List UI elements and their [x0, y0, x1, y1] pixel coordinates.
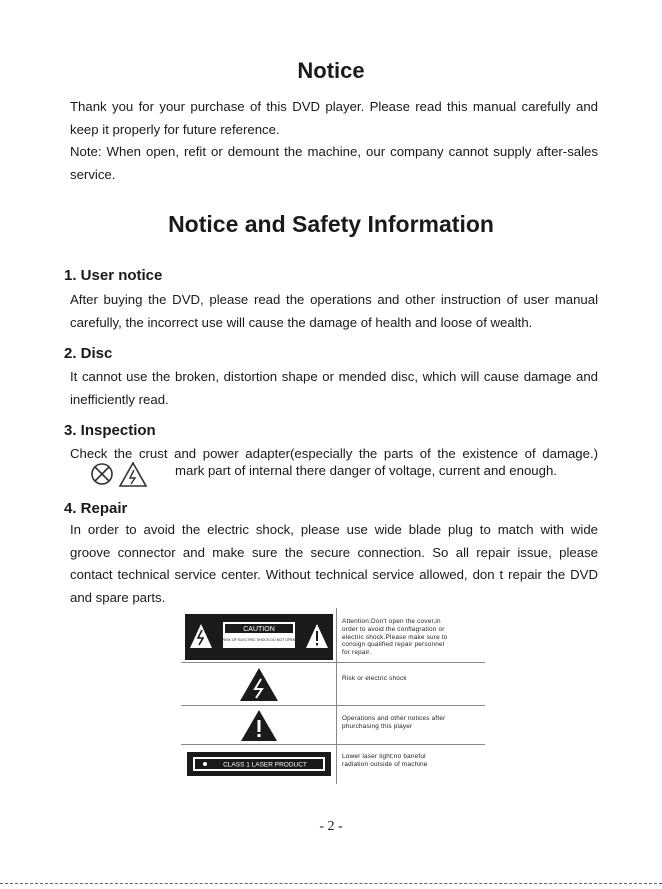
- section-body-repair: [70, 519, 598, 609]
- text-line: groove connector and make sure the secure connection. So all repair issue, please: [70, 544, 598, 560]
- text-line: carefully, the incorrect use will cause the damage of health and loose of wealth.: [70, 314, 533, 330]
- thank-you-paragraph: [70, 96, 598, 141]
- safety-title: Notice and Safety Information: [168, 211, 494, 237]
- electric-shock-warning-icon: [120, 463, 146, 486]
- caution-label-image: [185, 614, 333, 660]
- note-paragraph: [70, 141, 598, 186]
- caution-label-text: CAUTION: [243, 626, 275, 633]
- text-line: In order to avoid the electric shock, please use wide blade plug to match with wide: [70, 522, 598, 537]
- label-description-attention: Attention:Don't open the cover,in order to avoid the conflagration or electric shock.Please make sure to consign qualified repair personnel for repair.: [342, 618, 448, 657]
- section-heading-repair: 4. Repair: [64, 500, 128, 517]
- laser-label-text: CLASS 1 LASER PRODUCT: [223, 761, 307, 769]
- text-line: Check the crust and power adapter(especially the parts of the existence of damage.): [70, 446, 598, 461]
- warning-mark-row: [70, 459, 598, 489]
- text-line: It cannot use the broken, distortion shape or mended disc, which will cause damage and: [70, 369, 598, 384]
- text-line: inefficiently read.: [70, 391, 169, 407]
- caution-label-subtext: RISK OF ELECTRIC SHOCK DO NOT OPEN: [222, 638, 296, 642]
- section-body-disc: [70, 366, 598, 411]
- section-heading-user-notice: 1. User notice: [64, 267, 163, 284]
- no-tool-icon: [92, 464, 112, 484]
- laser-product-label: [185, 748, 333, 780]
- section-body-user-notice: [70, 289, 598, 334]
- text-line: keep it properly for future reference.: [70, 121, 280, 137]
- electric-shock-symbol: [185, 665, 333, 703]
- text-line: After buying the DVD, please read the operations and other instruction of user manual: [70, 292, 598, 307]
- text-line: Thank you for your purchase of this DVD player. Please read this manual carefully and: [70, 99, 598, 114]
- text-line: Note: When open, refit or demount the machine, our company cannot supply after-sales: [70, 144, 598, 159]
- warning-mark-icons: [82, 459, 162, 489]
- page-bottom-divider: [0, 883, 662, 884]
- section-heading-disc: 2. Disc: [64, 345, 113, 362]
- text-line: service.: [70, 166, 116, 182]
- page-number: - 2 -: [319, 819, 343, 834]
- label-description-shock: Risk or electric shock: [342, 675, 407, 682]
- text-line: and spare parts.: [70, 589, 166, 605]
- text-line: contact technical service center. Without technical service allowed, don t repair the DVD: [70, 567, 598, 583]
- notice-title: Notice: [297, 58, 365, 83]
- exclamation-warning-symbol: [185, 708, 333, 742]
- label-description-laser: Lower laser light;no baneful radiation outside of machine: [342, 753, 428, 768]
- label-description-operations: Operations and other notices after phurchasing this player: [342, 715, 446, 730]
- section-heading-inspection: 3. Inspection: [64, 422, 156, 439]
- warning-mark-text: mark part of internal there danger of voltage, current and enough.: [175, 463, 557, 478]
- safety-label-table: [181, 608, 485, 784]
